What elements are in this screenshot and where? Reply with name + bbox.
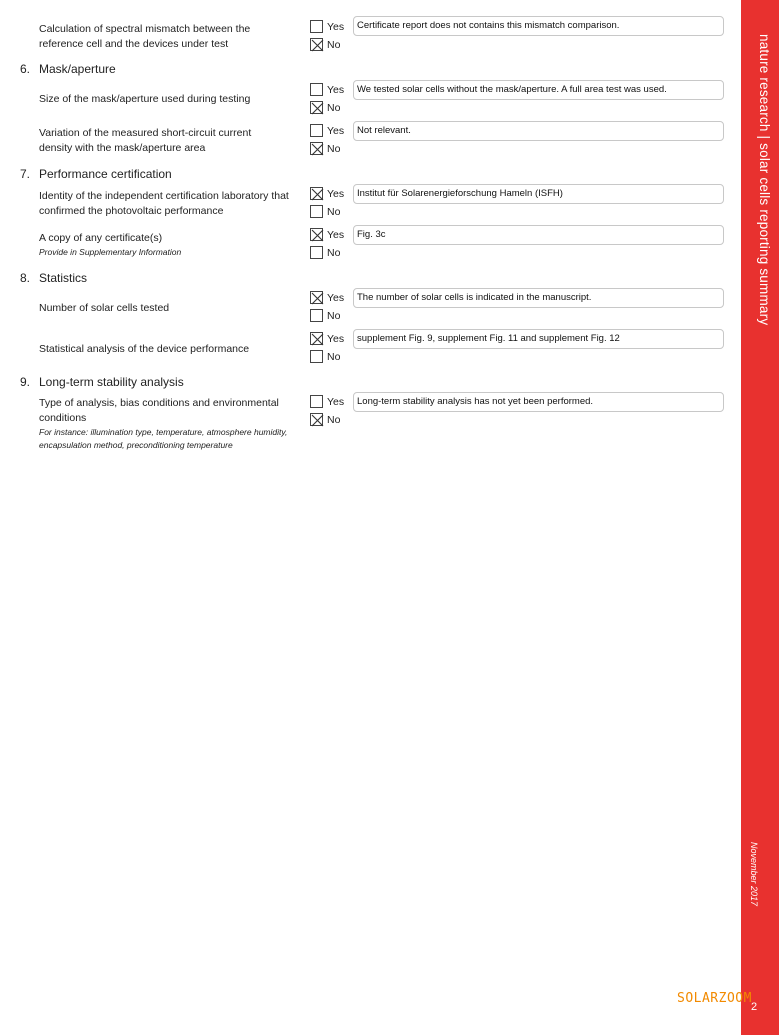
checkbox-yes-number-of-cells[interactable]: Yes: [310, 290, 344, 305]
checkbox-box[interactable]: [310, 395, 323, 408]
checkbox-yes-stability-analysis[interactable]: Yes: [310, 394, 344, 409]
item-label-certification-lab: Identity of the independent certification laboratory that confirmed the photovoltaic performance: [39, 190, 289, 217]
sidebar-title: nature research | solar cells reporting summary: [757, 34, 772, 326]
checkbox-box[interactable]: [310, 83, 323, 96]
checkbox-no-stability-analysis[interactable]: No: [310, 412, 340, 427]
section-heading-statistics: 8. Statistics: [20, 271, 88, 285]
checkbox-yes-certificate-copy[interactable]: Yes: [310, 227, 344, 242]
checkbox-box-checked[interactable]: [310, 413, 323, 426]
checkbox-yes-certification-lab[interactable]: Yes: [310, 186, 344, 201]
item-label-jsc-variation: Variation of the measured short-circuit current density with the mask/aperture area: [39, 127, 252, 154]
sidebar-date: November 2017: [749, 842, 759, 907]
checkbox-yes-statistical-analysis[interactable]: Yes: [310, 331, 344, 346]
checkbox-box[interactable]: [310, 124, 323, 137]
checkbox-no-statistical-analysis[interactable]: No: [310, 349, 340, 364]
checkbox-box[interactable]: [310, 20, 323, 33]
checkbox-yes-jsc-variation[interactable]: Yes: [310, 123, 344, 138]
answer-field-spectral-mismatch[interactable]: Certificate report does not contains this mismatch comparison.: [353, 16, 724, 36]
answer-field-stability-analysis[interactable]: Long-term stability analysis has not yet been performed.: [353, 392, 724, 412]
item-label-number-of-cells: Number of solar cells tested: [39, 302, 170, 314]
item-note-stability-analysis: For instance: illumination type, temperature, atmosphere humidity, encapsulation method, preconditioning temperature: [39, 427, 288, 450]
item-label-certificate-copy: A copy of any certificate(s) Provide in Supplementary Information: [39, 231, 299, 259]
checkbox-box-checked[interactable]: [310, 228, 323, 241]
answer-field-mask-size[interactable]: We tested solar cells without the mask/aperture. A full area test was used.: [353, 80, 724, 100]
checkbox-yes-spectral-mismatch[interactable]: Yes: [310, 19, 344, 34]
checkbox-box-checked[interactable]: [310, 187, 323, 200]
checkbox-box[interactable]: [310, 350, 323, 363]
checkbox-box[interactable]: [310, 205, 323, 218]
item-label-spectral-mismatch: Calculation of spectral mismatch between the reference cell and the devices under test: [39, 23, 251, 50]
checkbox-no-spectral-mismatch[interactable]: No: [310, 37, 340, 52]
checkbox-box-checked[interactable]: [310, 101, 323, 114]
answer-field-certificate-copy[interactable]: Fig. 3c: [353, 225, 724, 245]
checkbox-no-certificate-copy[interactable]: No: [310, 245, 340, 260]
item-label-stability-analysis: Type of analysis, bias conditions and environmental conditions For instance: illumination type, temperature, atmosphere humidity, encapsulation method, preconditioning temperature: [39, 396, 304, 452]
checkbox-yes-mask-size[interactable]: Yes: [310, 82, 344, 97]
page-number: 2: [751, 1001, 758, 1013]
section-heading-stability: 9. Long-term stability analysis: [20, 375, 184, 389]
section-heading-performance-certification: 7. Performance certification: [20, 167, 172, 181]
checkbox-no-mask-size[interactable]: No: [310, 100, 340, 115]
checkbox-box-checked[interactable]: [310, 332, 323, 345]
item-label-mask-size: Size of the mask/aperture used during testing: [39, 93, 251, 105]
answer-field-certification-lab[interactable]: Institut für Solarenergieforschung Hameln (ISFH): [353, 184, 724, 204]
item-note-certificate-copy: Provide in Supplementary Information: [39, 247, 182, 257]
checkbox-box-checked[interactable]: [310, 291, 323, 304]
item-label-statistical-analysis: Statistical analysis of the device performance: [39, 343, 250, 355]
checkbox-box[interactable]: [310, 246, 323, 259]
answer-field-statistical-analysis[interactable]: supplement Fig. 9, supplement Fig. 11 and supplement Fig. 12: [353, 329, 724, 349]
checkbox-box-checked[interactable]: [310, 38, 323, 51]
answer-field-number-of-cells[interactable]: The number of solar cells is indicated in the manuscript.: [353, 288, 724, 308]
checkbox-box-checked[interactable]: [310, 142, 323, 155]
checkbox-box[interactable]: [310, 309, 323, 322]
watermark-logo: SOLARZOOM: [677, 991, 752, 1006]
checkbox-no-certification-lab[interactable]: No: [310, 204, 340, 219]
checkbox-no-jsc-variation[interactable]: No: [310, 141, 340, 156]
section-heading-mask-aperture: 6. Mask/aperture: [20, 62, 116, 76]
checkbox-no-number-of-cells[interactable]: No: [310, 308, 340, 323]
answer-field-jsc-variation[interactable]: Not relevant.: [353, 121, 724, 141]
